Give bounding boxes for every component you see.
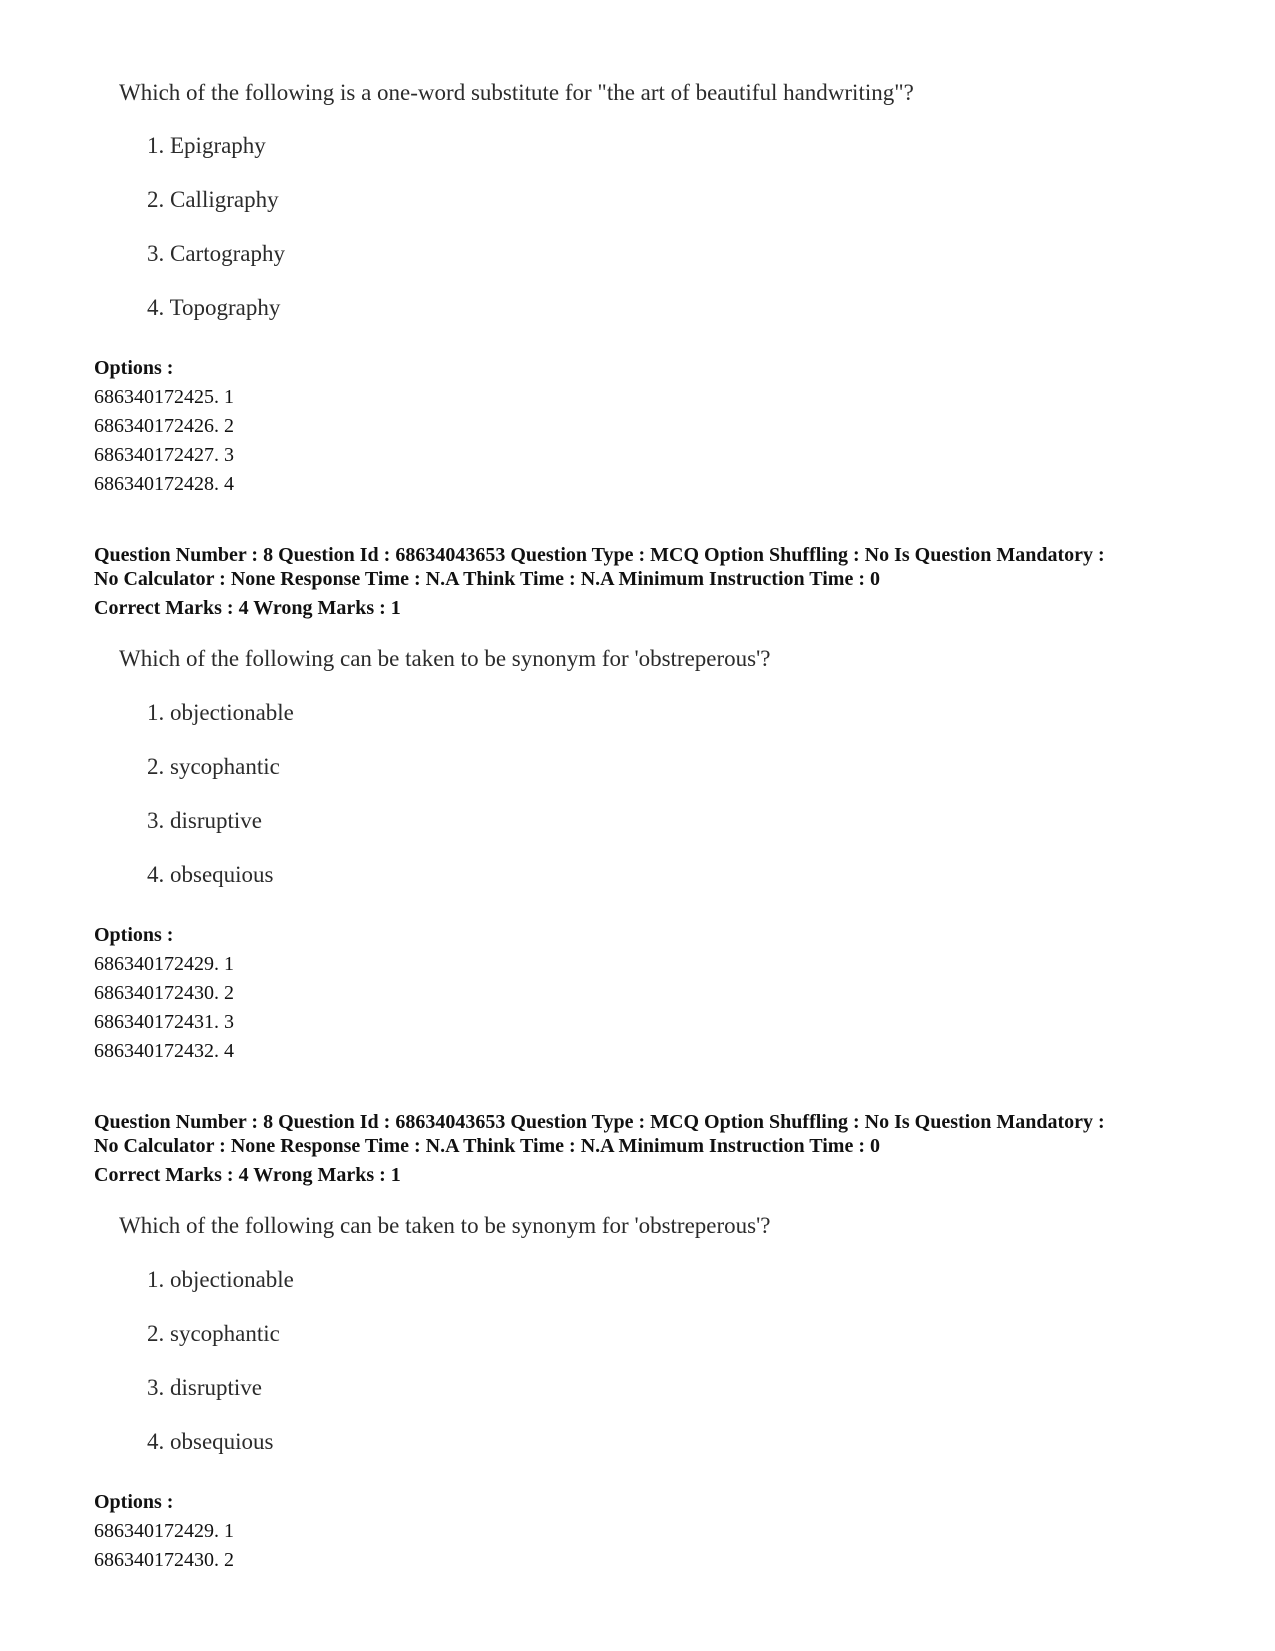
question-marks: Correct Marks : 4 Wrong Marks : 1 [94,1164,401,1186]
question-meta-line: No Calculator : None Response Time : N.A Think Time : N.A Minimum Instruction Time : 0 [94,1135,880,1157]
choice-item: 3. disruptive [147,808,262,833]
choice-item: 1. Epigraphy [147,133,266,158]
question-text: Which of the following is a one-word substitute for "the art of beautiful handwriting"? [119,80,914,105]
question-marks: Correct Marks : 4 Wrong Marks : 1 [94,597,401,619]
choice-item: 1. objectionable [147,700,294,725]
option-row: 686340172427. 3 [94,444,234,466]
option-row: 686340172425. 1 [94,386,234,408]
option-row: 686340172432. 4 [94,1040,234,1062]
choice-item: 2. sycophantic [147,1321,280,1346]
option-row: 686340172428. 4 [94,473,234,495]
options-label: Options : [94,1491,174,1513]
choice-item: 4. obsequious [147,1429,274,1454]
question-text: Which of the following can be taken to be synonym for 'obstreperous'? [119,1213,771,1238]
choice-item: 4. Topography [147,295,281,320]
option-row: 686340172430. 2 [94,1549,234,1571]
choice-item: 2. sycophantic [147,754,280,779]
choice-item: 3. Cartography [147,241,285,266]
question-meta-line: No Calculator : None Response Time : N.A Think Time : N.A Minimum Instruction Time : 0 [94,568,880,590]
question-meta-line: Question Number : 8 Question Id : 68634043653 Question Type : MCQ Option Shuffling : No Is Question Mandatory : [94,1111,1105,1133]
option-row: 686340172431. 3 [94,1011,234,1033]
options-label: Options : [94,924,174,946]
question-text: Which of the following can be taken to be synonym for 'obstreperous'? [119,646,771,671]
choice-item: 3. disruptive [147,1375,262,1400]
option-row: 686340172430. 2 [94,982,234,1004]
choice-item: 4. obsequious [147,862,274,887]
choice-item: 2. Calligraphy [147,187,279,212]
options-label: Options : [94,357,174,379]
option-row: 686340172429. 1 [94,1520,234,1542]
question-meta-line: Question Number : 8 Question Id : 68634043653 Question Type : MCQ Option Shuffling : No Is Question Mandatory : [94,544,1105,566]
choice-item: 1. objectionable [147,1267,294,1292]
option-row: 686340172426. 2 [94,415,234,437]
option-row: 686340172429. 1 [94,953,234,975]
